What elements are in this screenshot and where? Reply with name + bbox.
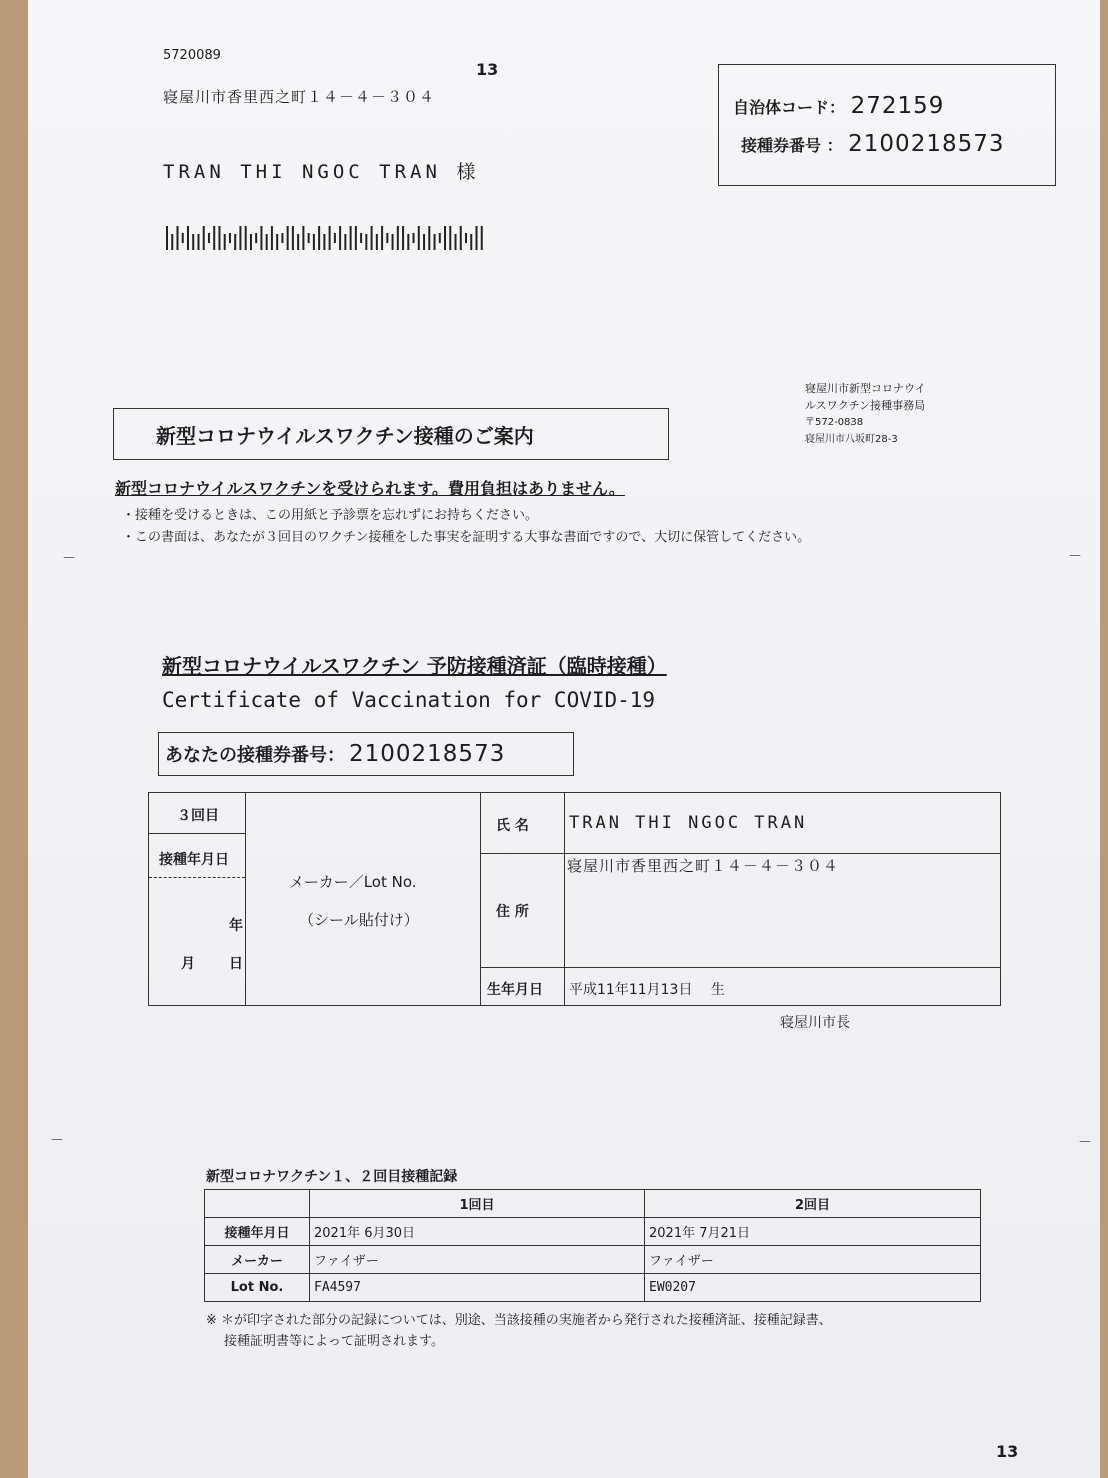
municipality-code-label: 自治体コード： (733, 98, 846, 117)
barcode-bar (197, 234, 199, 250)
ticket-number-label: 接種券番号 ： (741, 136, 843, 155)
postal-code: 5720089 (163, 48, 221, 63)
barcode-bar (329, 226, 331, 250)
fold-mark: － (1078, 1135, 1092, 1151)
barcode-bar (423, 234, 425, 250)
office-line-1: 寝屋川市新型コロナウイ (805, 382, 926, 395)
barcode-bar (234, 234, 236, 250)
notice-bullet-2: ・この書面は、あなたが３回目のワクチン接種をした事実を証明する大事な書面ですので、大切に保管してください。 (122, 530, 811, 545)
barcode-bar (439, 233, 441, 243)
barcode-bar (402, 226, 404, 250)
dose-label: ３回目 (177, 808, 219, 824)
barcode-bar (287, 226, 289, 250)
mayor-signature: 寝屋川市長 (780, 1015, 850, 1031)
barcode-bar (255, 233, 257, 243)
records-title: 新型コロナワクチン１、２回目接種記録 (206, 1169, 458, 1185)
table-header-row (205, 1190, 981, 1218)
header-dose-1: 1回目 (310, 1190, 645, 1218)
barcode-bar (203, 226, 205, 250)
row-label: メーカー (205, 1246, 310, 1274)
barcode-bar (418, 226, 420, 250)
header-cell (205, 1190, 310, 1218)
table-row (205, 1218, 981, 1246)
barcode-bar (187, 226, 189, 250)
vaccination-records-table (204, 1189, 981, 1302)
barcode-bar (470, 234, 472, 250)
barcode-bar (313, 234, 315, 250)
barcode-bar (434, 234, 436, 250)
main-notice: 新型コロナウイルスワクチンを受けられます。費用負担はありません。 (115, 479, 625, 498)
barcode-bar (407, 234, 409, 250)
barcode-bar (250, 234, 252, 250)
barcode-bar (449, 226, 451, 250)
barcode-bar (350, 226, 352, 250)
certificate-table (148, 792, 1001, 1006)
barcode-bar (182, 233, 184, 243)
barcode-bar (208, 233, 210, 243)
ticket-number-row (741, 131, 1005, 157)
barcode-bar (460, 226, 462, 250)
table-row (205, 1274, 981, 1302)
barcode-bar (371, 226, 373, 250)
row-label: Lot No. (205, 1274, 310, 1302)
birth-date-value: 平成11年11月13日 生 (569, 982, 725, 998)
barcode-bar (213, 226, 215, 250)
your-ticket-number-box (158, 732, 574, 776)
notice-bullet-1: ・接種を受けるときは、この用紙と予診票を忘れずにお持ちください。 (122, 508, 539, 523)
barcode-bar (323, 234, 325, 250)
dose-1-lot: FA4597 (310, 1274, 645, 1302)
barcode-bar (260, 226, 262, 250)
barcode-bar (413, 233, 415, 243)
name-label: 氏 名 (496, 818, 529, 834)
fold-mark: － (50, 1133, 64, 1149)
fold-mark: － (1068, 549, 1082, 565)
your-ticket-label: あなたの接種券番号： (165, 745, 345, 766)
barcode-bar (281, 233, 283, 243)
recipient-name: TRAN THI NGOC TRAN 様 (163, 161, 480, 183)
barcode-bar (360, 233, 362, 243)
barcode-bar (297, 234, 299, 250)
barcode-bar (339, 226, 341, 250)
dose-2-date: 2021年 7月21日 (645, 1218, 981, 1246)
postal-barcode (166, 226, 486, 250)
sticker-label: （シール貼付け） (299, 911, 419, 929)
guide-title: 新型コロナウイルスワクチン接種のご案内 (113, 408, 669, 460)
footnote-line-1: ※ ＊が印字された部分の記録については、別途、当該接種の実施者から発行された接種済証、接種記録書、 (206, 1313, 832, 1328)
certificate-title-ja: 新型コロナウイルスワクチン 予防接種済証（臨時接種） (162, 654, 667, 678)
office-postal: 〒572-0838 (805, 417, 864, 428)
barcode-bar (376, 234, 378, 250)
name-value: TRAN THI NGOC TRAN (569, 813, 808, 833)
barcode-bar (192, 234, 194, 250)
address-label: 住 所 (496, 904, 529, 920)
maker-lot-label: メーカー／Lot No. (289, 873, 417, 891)
page-number-bottom: 13 (996, 1442, 1019, 1461)
barcode-bar (245, 226, 247, 250)
barcode-bar (455, 234, 457, 250)
barcode-bar (465, 233, 467, 243)
barcode-bar (318, 226, 320, 250)
barcode-bar (276, 234, 278, 250)
barcode-bar (334, 233, 336, 243)
dose-2-maker: ファイザー (645, 1246, 981, 1274)
records-footnote (206, 1310, 832, 1352)
municipality-code-row (733, 93, 944, 119)
certificate-title-en: Certificate of Vaccination for COVID-19 (162, 688, 656, 712)
your-ticket-value: 2100218573 (349, 741, 506, 767)
ticket-number-value: 2100218573 (848, 131, 1005, 157)
municipality-code-value: 272159 (850, 93, 945, 119)
barcode-bar (344, 234, 346, 250)
barcode-bar (365, 234, 367, 250)
year-label: 年 (229, 918, 243, 934)
office-line-2: ルスワクチン接種事務局 (805, 399, 926, 412)
barcode-bar (428, 226, 430, 250)
barcode-bar (308, 233, 310, 243)
barcode-bar (176, 226, 178, 250)
barcode-bar (302, 226, 304, 250)
day-label: 日 (229, 956, 243, 972)
vaccination-date-label: 接種年月日 (159, 852, 229, 868)
barcode-bar (266, 234, 268, 250)
barcode-bar (271, 226, 273, 250)
month-label: 月 (181, 956, 195, 972)
barcode-bar (239, 226, 241, 250)
fold-mark: － (62, 551, 76, 567)
barcode-bar (381, 226, 383, 250)
barcode-bar (224, 234, 226, 250)
barcode-bar (218, 226, 220, 250)
barcode-bar (355, 226, 357, 250)
barcode-bar (171, 234, 173, 250)
header-dose-2: 2回目 (645, 1190, 981, 1218)
dose-1-date: 2021年 6月30日 (310, 1218, 645, 1246)
barcode-bar (292, 226, 294, 250)
dose-1-maker: ファイザー (310, 1246, 645, 1274)
recipient-address: 寝屋川市香里西之町１４－４－３０４ (163, 88, 436, 106)
footnote-line-2: 接種証明書等によって証明されます。 (224, 1334, 444, 1349)
barcode-bar (397, 226, 399, 250)
table-row (205, 1246, 981, 1274)
barcode-bar (166, 226, 168, 250)
barcode-bar (386, 233, 388, 243)
vaccination-office (805, 380, 926, 448)
row-label: 接種年月日 (205, 1218, 310, 1246)
office-address: 寝屋川市八坂町28-3 (805, 434, 898, 445)
address-value: 寝屋川市香里西之町１４－４－３０４ (567, 857, 840, 875)
code-box (718, 64, 1056, 186)
barcode-bar (476, 226, 478, 250)
page-number-top: 13 (476, 60, 499, 79)
barcode-bar (392, 234, 394, 250)
barcode-bar (444, 226, 446, 250)
barcode-bar (229, 233, 231, 243)
birth-date-label: 生年月日 (487, 982, 543, 998)
dose-2-lot: EW0207 (645, 1274, 981, 1302)
barcode-bar (481, 226, 483, 250)
